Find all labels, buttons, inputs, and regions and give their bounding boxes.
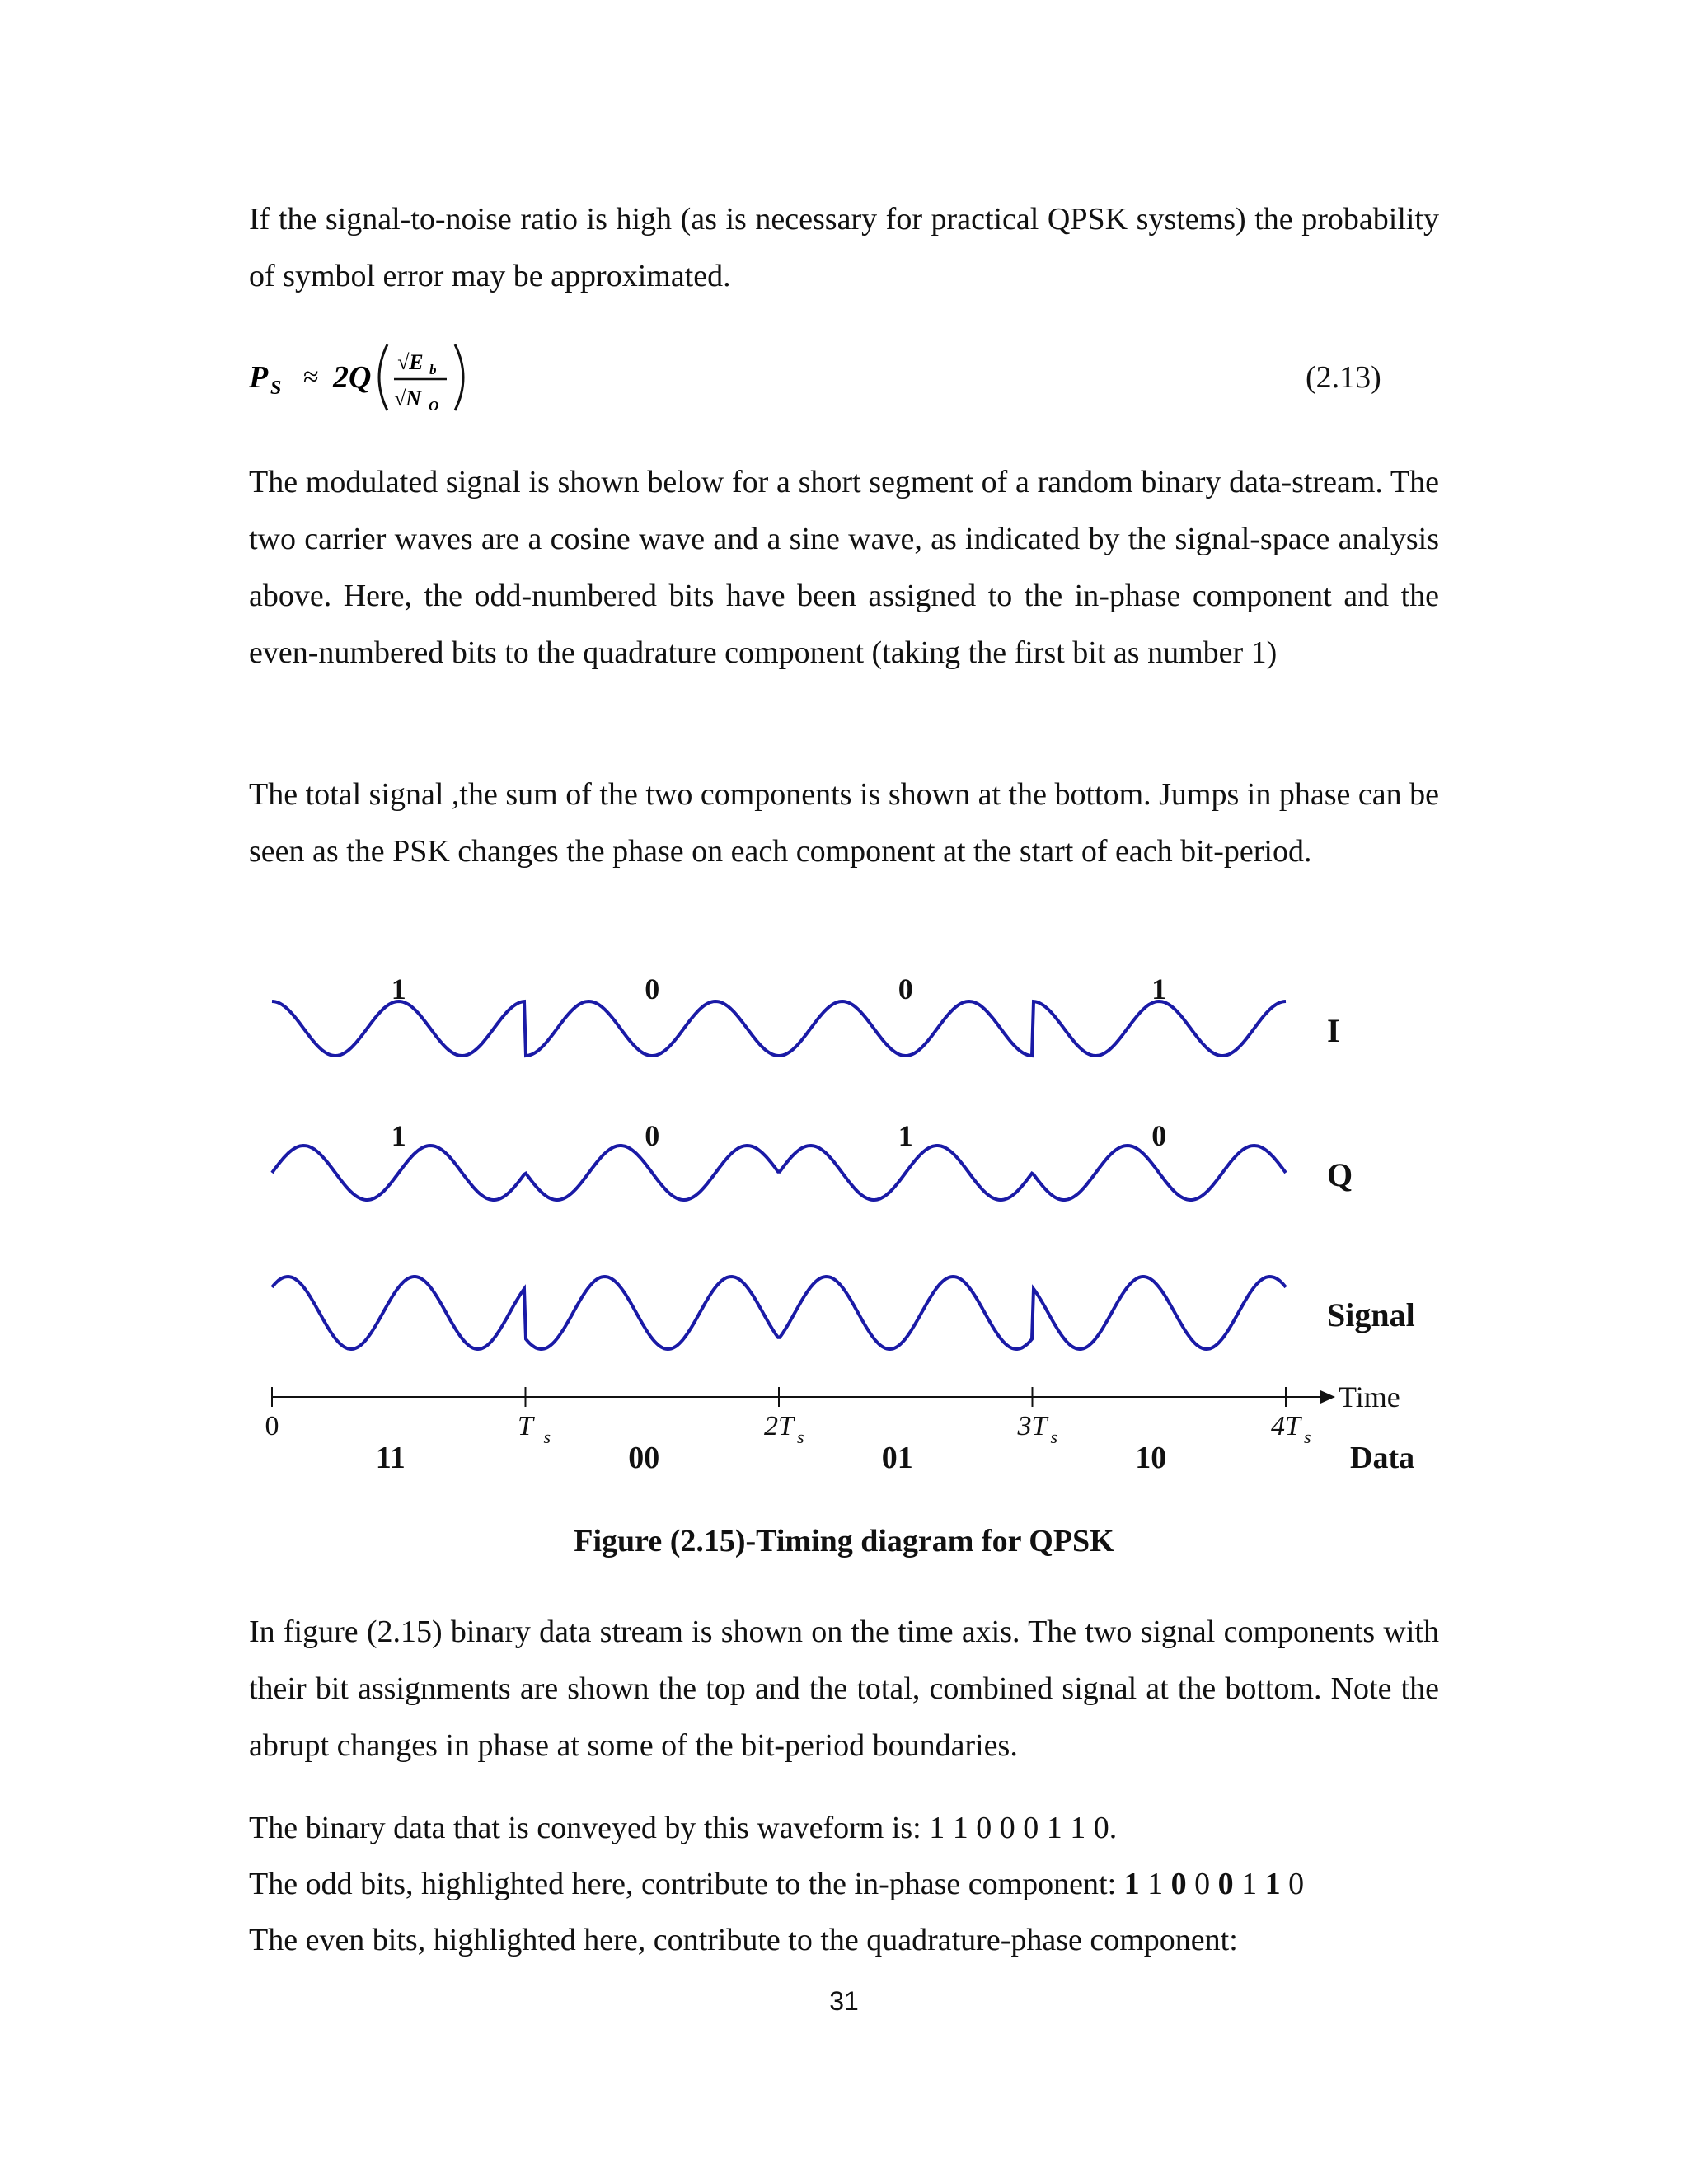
time-tick-subscript: s: [1304, 1427, 1311, 1447]
q-bit-label: 1: [898, 1119, 913, 1152]
time-axis: [265, 1380, 1415, 1474]
time-tick-subscript: s: [543, 1427, 551, 1447]
eq-right-paren: [455, 344, 463, 410]
odd-bits-digit: 0: [1288, 1867, 1305, 1901]
time-tick-label: 2T: [764, 1411, 794, 1441]
equation-2-13: [249, 328, 1439, 427]
paragraph-modulated-signal: The modulated signal is shown below for a short segment of a random binary data-stream. The two carrier waves are a cosine wave and a sine wave, as indicated by the signal-space analysis above. Here, the odd-numbered bits have been assigned to the in-phase component and the even-numbered bits to the quadrature component (taking the first bit as number 1): [249, 465, 1439, 670]
paragraph-figure-explanation: In figure (2.15) binary data stream is shown on the time axis. The two signal components with their bit assignments are shown the top and the total, combined signal at the bottom. Note the abrupt changes in phase at some of the bit-period boundaries.: [249, 1615, 1439, 1763]
i-bit-label: 1: [1151, 972, 1167, 1005]
q-bit-label: 1: [391, 1119, 406, 1152]
q-bit-label: 0: [1151, 1119, 1167, 1152]
data-symbol-label: 10: [1135, 1441, 1167, 1474]
i-row-label: I: [1327, 1012, 1340, 1049]
odd-bits-digit: 1: [1123, 1867, 1148, 1901]
data-symbol-label: 11: [375, 1441, 406, 1474]
data-symbol-label: 01: [881, 1441, 913, 1474]
eq-lhs-sub: S: [270, 377, 282, 399]
data-symbol-label: 00: [628, 1441, 660, 1474]
paragraph-intro: If the signal-to-noise ratio is high (as is necessary for practical QPSK systems) the probability of symbol error may be approximated.: [249, 202, 1439, 293]
page-number: 31: [829, 1986, 859, 2016]
i-bit-label: 0: [898, 972, 913, 1005]
time-axis-arrow: [1320, 1390, 1335, 1404]
odd-bits-text: The odd bits, highlighted here, contribute to the in-phase component:: [249, 1867, 1117, 1901]
i-wave-line: [272, 1001, 1286, 1056]
q-component-waveform: [272, 1146, 1286, 1200]
qpsk-timing-diagram: [247, 963, 1441, 1474]
time-tick-label: 4T: [1271, 1411, 1301, 1441]
odd-bits-digit: 1: [1264, 1867, 1289, 1901]
eq-coef: 2Q: [333, 360, 372, 395]
time-tick-subscript: s: [797, 1427, 804, 1447]
eq-left-paren: [379, 344, 387, 410]
q-wave-line: [272, 1146, 1286, 1200]
i-bit-label: 1: [391, 972, 406, 1005]
signal-row-label: Signal: [1327, 1296, 1415, 1333]
eq-denominator: √N: [394, 387, 422, 410]
odd-bits-sequence: [1124, 1867, 1305, 1901]
paragraph-odd-bits: [249, 1866, 1304, 1902]
q-bit-label: 0: [645, 1119, 660, 1152]
odd-bits-digit: 0: [1170, 1867, 1195, 1901]
eq-denominator-sub: O: [429, 398, 439, 414]
eq-numerator: √E: [397, 350, 424, 374]
combined-signal-waveform: [272, 1277, 1286, 1349]
time-tick-label: 3T: [1017, 1411, 1048, 1441]
time-tick-label: 0: [265, 1411, 279, 1441]
odd-bits-digit: 0: [1217, 1867, 1242, 1901]
q-row-label: Q: [1327, 1156, 1353, 1193]
paragraph-even-bits: The even bits, highlighted here, contribute to the quadrature-phase component:: [249, 1923, 1238, 1957]
odd-bits-digit: 1: [1241, 1867, 1265, 1901]
eq-approx: ≈: [303, 362, 319, 392]
signal-wave-line: [272, 1277, 1286, 1349]
paragraph-total-signal: The total signal ,the sum of the two components is shown at the bottom. Jumps in phase can be seen as the PSK changes the phase on each component at the start of each bit-period.: [249, 777, 1439, 869]
i-bit-label: 0: [645, 972, 660, 1005]
eq-lhs: P: [249, 360, 269, 395]
data-row-label: Data: [1350, 1441, 1415, 1474]
paragraph-binary-data: The binary data that is conveyed by this waveform is: 1 1 0 0 0 1 1 0.: [249, 1811, 1118, 1845]
equation-number: (2.13): [1306, 360, 1381, 395]
eq-numerator-sub: b: [429, 362, 437, 377]
odd-bits-digit: 1: [1147, 1867, 1171, 1901]
time-tick-subscript: s: [1050, 1427, 1058, 1447]
figure-caption: Figure (2.15)-Timing diagram for QPSK: [574, 1524, 1114, 1558]
odd-bits-digit: 0: [1194, 1867, 1218, 1901]
time-axis-label: Time: [1339, 1380, 1400, 1413]
equation-formula: [249, 328, 826, 427]
i-component-waveform: [272, 1001, 1286, 1056]
time-tick-label: T: [518, 1411, 533, 1441]
